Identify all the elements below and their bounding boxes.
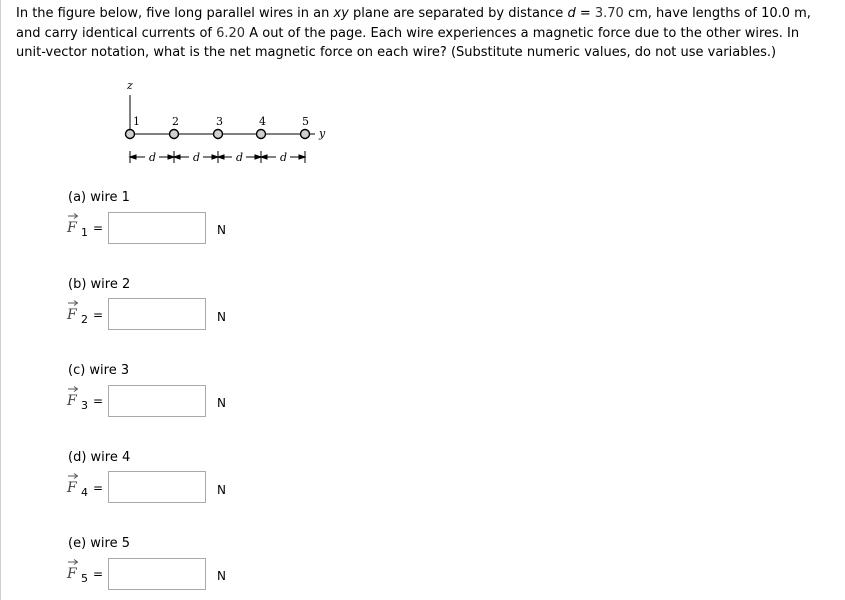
vector-arrow-icon bbox=[67, 385, 79, 393]
equals-sign: = bbox=[93, 567, 104, 581]
force-subscript: 5 bbox=[81, 572, 88, 585]
spacing-label-1: d bbox=[149, 151, 157, 164]
force-letter: F bbox=[67, 307, 77, 323]
problem-statement bbox=[16, 4, 828, 63]
unit-label: N bbox=[217, 569, 226, 583]
force-symbol-1 bbox=[66, 220, 106, 244]
wire-figure bbox=[118, 78, 338, 174]
wire-3-label: 3 bbox=[216, 115, 223, 128]
problem-text: = bbox=[575, 6, 595, 21]
vector-arrow-icon bbox=[67, 472, 79, 480]
force-symbol-5 bbox=[66, 566, 106, 590]
wire-5-circle bbox=[301, 130, 310, 139]
equals-sign: = bbox=[93, 221, 104, 235]
vector-arrow-icon bbox=[67, 212, 79, 220]
force-letter: F bbox=[67, 566, 77, 582]
wire-2-circle bbox=[170, 130, 179, 139]
part-a-label: (a) wire 1 bbox=[68, 190, 130, 205]
answer-input-wire-4[interactable] bbox=[108, 471, 206, 503]
wire-1-circle bbox=[126, 130, 135, 139]
problem-text: cm, have lengths of 10.0 m, and carry identical currents of bbox=[16, 6, 811, 41]
answer-input-wire-5[interactable] bbox=[108, 558, 206, 590]
wire-2-label: 2 bbox=[172, 115, 179, 128]
current-value: 6.20 bbox=[216, 25, 246, 41]
unit-label: N bbox=[217, 396, 226, 410]
part-c-label: (c) wire 3 bbox=[68, 363, 130, 378]
force-symbol-3 bbox=[66, 393, 106, 417]
answer-input-wire-1[interactable] bbox=[108, 212, 206, 244]
problem-text: In the figure below, five long parallel wires in an bbox=[16, 6, 334, 21]
wire-3-circle bbox=[214, 130, 223, 139]
force-letter: F bbox=[67, 220, 77, 236]
force-subscript: 2 bbox=[81, 313, 88, 326]
problem-var-d: d bbox=[567, 6, 576, 21]
answer-input-wire-2[interactable] bbox=[108, 298, 206, 330]
equals-sign: = bbox=[93, 308, 104, 322]
force-symbol-2 bbox=[66, 307, 106, 331]
vector-arrow-icon bbox=[67, 299, 79, 307]
force-symbol-4 bbox=[66, 480, 106, 504]
unit-label: N bbox=[217, 310, 226, 324]
force-letter: F bbox=[67, 393, 77, 409]
spacing-label-4: d bbox=[280, 151, 288, 164]
problem-var-xy: xy bbox=[333, 6, 349, 21]
force-subscript: 1 bbox=[81, 226, 88, 239]
force-subscript: 3 bbox=[81, 399, 88, 412]
answer-input-wire-3[interactable] bbox=[108, 385, 206, 417]
equals-sign: = bbox=[93, 394, 104, 408]
problem-text: plane are separated by distance bbox=[348, 6, 568, 21]
spacing-label-3: d bbox=[236, 151, 244, 164]
distance-value: 3.70 bbox=[594, 6, 624, 21]
left-border bbox=[0, 0, 1, 600]
force-subscript: 4 bbox=[81, 486, 88, 499]
equals-sign: = bbox=[93, 481, 104, 495]
part-e-label: (e) wire 5 bbox=[68, 536, 130, 551]
problem-text: A out of the page. Each wire experiences a magnetic force due to the other wires. In unit-vector notation, what is the net magnetic force on each wire? (Substitute numeric values, do not use variables.) bbox=[16, 25, 800, 60]
z-axis-label: z bbox=[127, 79, 133, 92]
wire-4-circle bbox=[257, 130, 266, 139]
force-letter: F bbox=[67, 480, 77, 496]
unit-label: N bbox=[217, 483, 226, 497]
wire-5-label: 5 bbox=[302, 115, 309, 128]
vector-arrow-icon bbox=[67, 558, 79, 566]
part-d-label: (d) wire 4 bbox=[68, 450, 131, 465]
spacing-label-2: d bbox=[193, 151, 201, 164]
wire-4-label: 4 bbox=[259, 115, 266, 128]
wire-1-label: 1 bbox=[133, 115, 140, 128]
y-axis-label: y bbox=[319, 127, 326, 140]
part-b-label: (b) wire 2 bbox=[68, 277, 131, 292]
unit-label: N bbox=[217, 223, 226, 237]
